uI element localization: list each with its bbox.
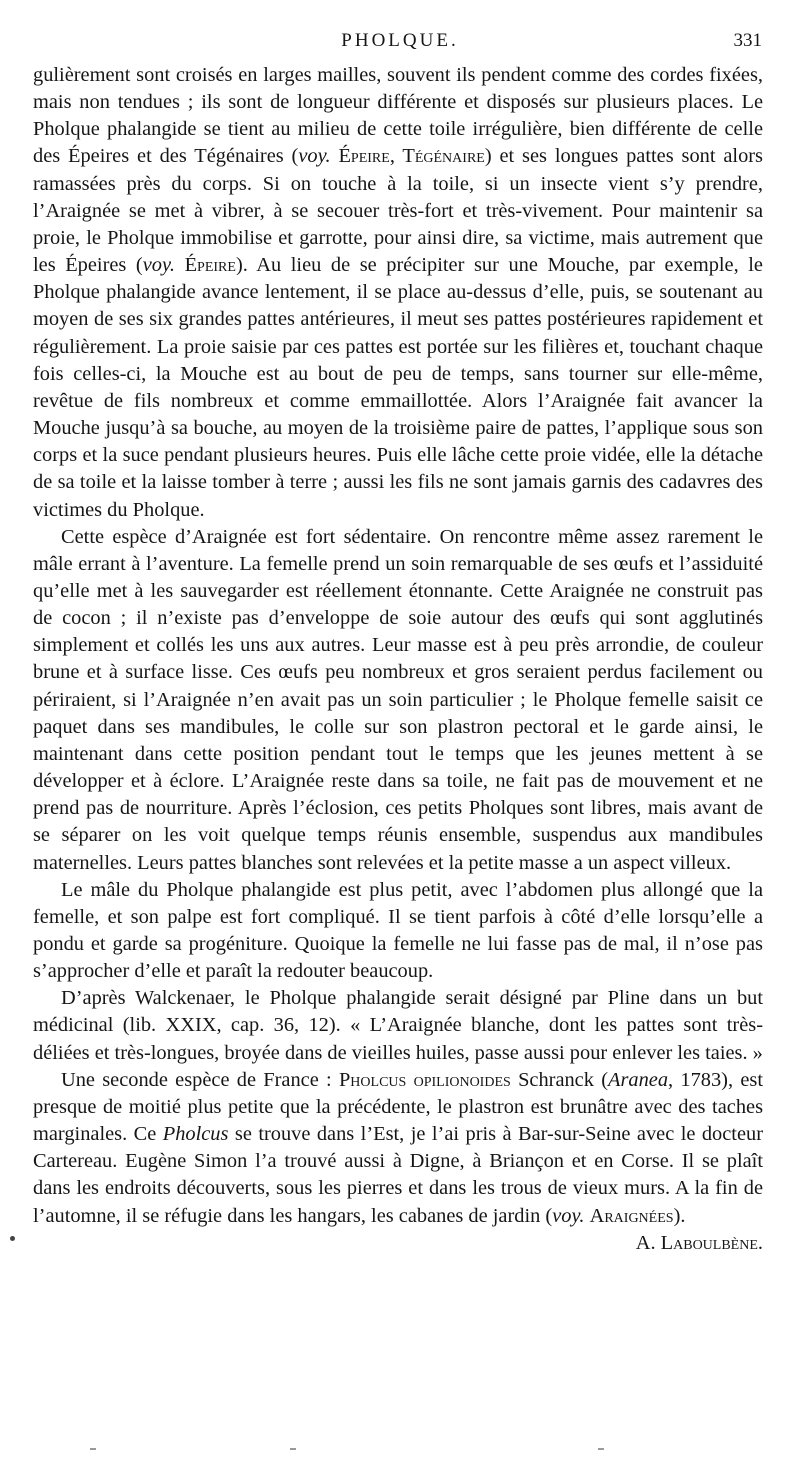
paragraph: [33, 877, 763, 986]
small-caps-text: Araignées: [589, 1204, 674, 1227]
italic-text: voy.: [298, 145, 331, 168]
text-run: se trouve dans l’Est, je l’ai pris à Bar-sur-Seine avec le docteur Cartereau. Eugène Simon l’a trouvé aussi à Digne, à Briançon et en Corse. Il se plaît dans les endroits découverts, sous les pierres et dans les trous de vieux murs. A la fin de l’automne, il se réfugie dans les hangars, les cabanes de jardin (: [33, 1123, 763, 1227]
signature-initial: A.: [635, 1231, 656, 1254]
running-title: PHOLQUE.: [341, 30, 459, 51]
italic-text: Aranea: [608, 1068, 669, 1091]
paragraph: [33, 524, 763, 877]
text-run: gulièrement sont croisés en larges mailles, souvent ils pendent comme des cordes fixées, mais non tendues ; ils sont de longueur différente et disposés sur plusieurs places. Le Pholque phalangide se tient au milieu de cette toile irrégulière, bien différente de celle des Épeires et des Tégénaires (: [33, 64, 763, 168]
footer-mark: [290, 1448, 296, 1450]
paragraph: [33, 1067, 763, 1254]
body-text: [33, 62, 763, 1257]
small-caps-text: Épeire: [184, 254, 236, 277]
text-run: ) et ses longues pattes sont alors ramassées près du corps. Si on touche à la toile, si un insecte vient s’y prendre, l’Araignée se met à vibrer, à se secouer très-fort et très-vivement. Pour maintenir sa proie, le Pholque immobilise et garrotte, pour ainsi dire, sa victime, mais autrement que les Épeires (: [33, 145, 763, 277]
footer-mark: [598, 1448, 604, 1450]
small-caps-text: Épeire, Tégénaire: [338, 145, 485, 168]
paragraph: [33, 62, 763, 524]
running-head: [0, 28, 800, 56]
text-run: Le mâle du Pholque phalangide est plus petit, avec l’abdomen plus allongé que la femelle, et son palpe est fort compliqué. Il se tient parfois à côté d’elle lorsqu’elle a pondu et garde sa progéniture. Quoique la femelle ne lui fasse pas de mal, il n’ose pas s’approcher d’elle et paraît la redouter beaucoup.: [33, 878, 763, 983]
page-number: 331: [733, 30, 762, 51]
italic-text: voy.: [142, 254, 175, 277]
author-signature: [608, 1230, 763, 1257]
text-run: Cette espèce d’Araignée est fort sédentaire. On rencontre même assez rarement le mâle errant à l’aventure. La femelle prend un soin remarquable de ses œufs et l’assiduité qu’elle met à les sauvegarder est réellement étonnante. Cette Araignée ne construit pas de cocon ; il n’existe pas d’enveloppe de soie autour des œufs qui sont agglutinés simplement et collés les uns aux autres. Leur masse est à peu près arrondie, de couleur brune et à surface lisse. Ces œufs peu nombreux et gros seraient perdus facilement ou périraient, si l’Araignée n’en avait pas un soin particulier ; le Pholque femelle saisit ce paquet dans ses mandibules, le colle sur son plastron pectoral et le garde ainsi, le maintenant dans cette position pendant tout le temps que les jeunes mettent à se développer et à éclore. L’Araignée reste dans sa toile, ne fait pas de mouvement et ne prend pas de nourriture. Après l’éclosion, ces petits Pholques sont libres, mais avant de se séparer on les voit quelque temps réunis ensemble, suspendus aux mandibules maternelles. Leurs pattes blanches sont relevées et la petite masse a un aspect villeux.: [33, 525, 763, 874]
paragraph: [33, 985, 763, 1066]
signature-name: Laboulbène.: [660, 1231, 763, 1254]
text-run: ). Au lieu de se précipiter sur une Mouche, par exemple, le Pholque phalangide avance lentement, il se place au-dessus d’elle, puis, se soutenant au moyen de ses six grandes pattes antérieures, il meut ses pattes postérieures rapidement et régulièrement. La proie saisie par ces pattes est portée sur les filières et, touchant chaque fois celles-ci, la Mouche est au bout de peu de temps, sans tourner sur elle-même, revêtue de fils nombreux et comme emmaillottée. Alors l’Araignée fait avancer la Mouche jusqu’à sa bouche, au moyen de la troisième paire de pattes, l’applique sous son corps et la suce pendant plusieurs heures. Puis elle lâche cette proie vidée, elle la détache de sa toile et la laisse tomber à terre ; aussi les fils ne sont jamais garnis des cadavres des victimes du Pholque.: [33, 254, 763, 521]
text-run: D’après Walckenaer, le Pholque phalangide serait désigné par Pline dans un but médicinal (lib. XXIX, cap. 36, 12). « L’Araignée blanche, dont les pattes sont très-déliées et très-longues, broyée dans de vieilles huiles, passe aussi pour enlever les taies. »: [33, 987, 763, 1064]
text-run: Une seconde espèce de France :: [61, 1068, 339, 1091]
text-run: ).: [673, 1204, 686, 1227]
text-run: , 1783), est presque de moitié plus petite que la précédente, le plastron est brunâtre avec des taches marginales. Ce: [33, 1068, 763, 1146]
small-caps-text: Pholcus opilionoides: [338, 1068, 511, 1091]
text-run: [175, 254, 185, 276]
footer-mark: [90, 1448, 96, 1450]
text-run: Schranck (: [510, 1068, 608, 1091]
margin-dot: [10, 1236, 15, 1241]
italic-text: voy.: [552, 1204, 585, 1227]
italic-text: Pholcus: [162, 1123, 229, 1146]
